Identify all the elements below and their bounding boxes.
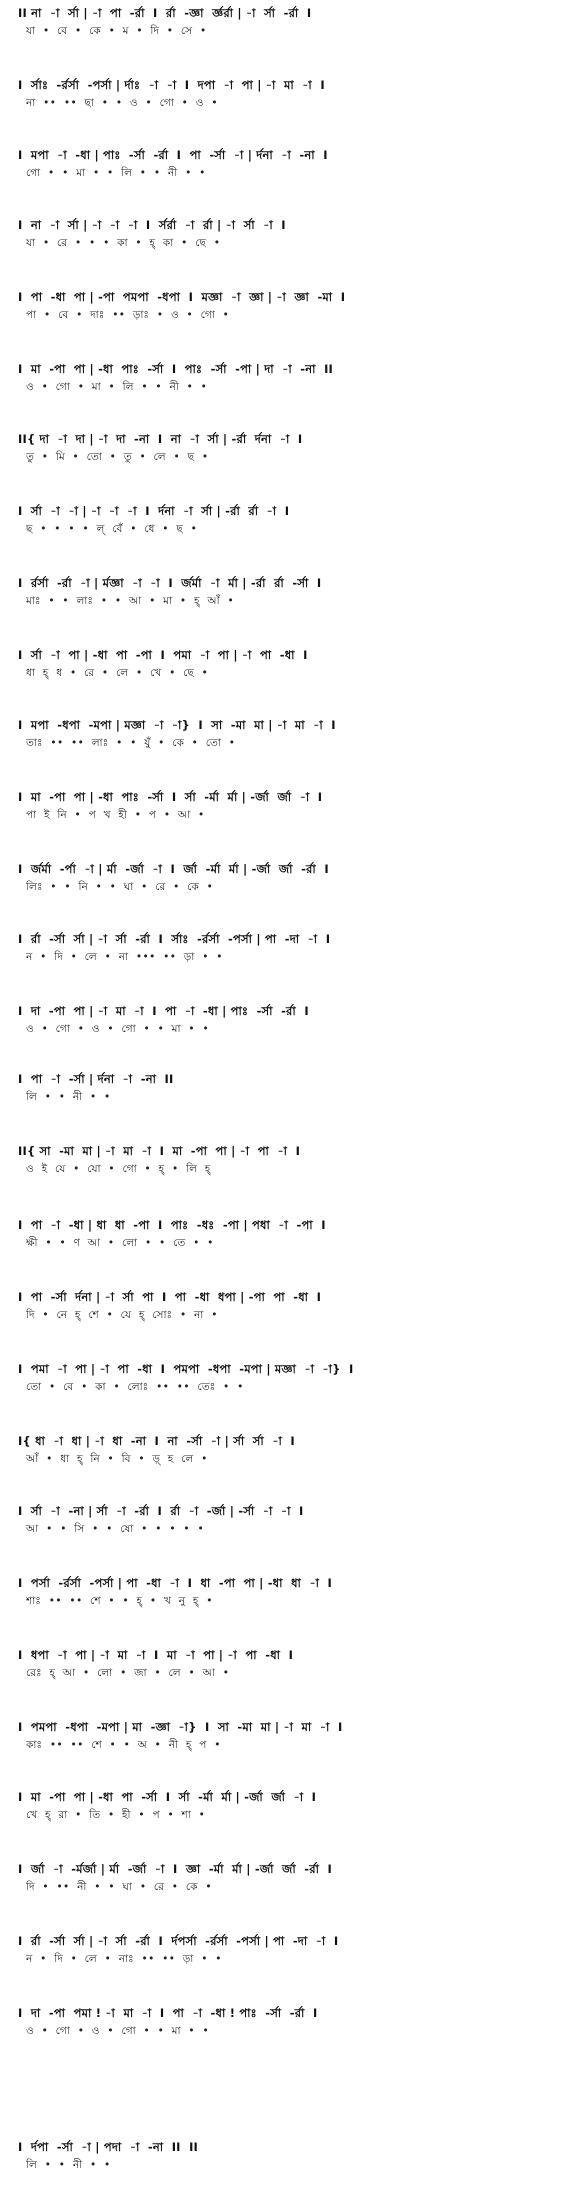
lyric-line: দি • •• নী • • ঘা • রে • কে • xyxy=(26,1881,212,1893)
lyric-line: লিঃ • • নি • • ঘা • রে • কে • xyxy=(26,881,214,893)
lyric-line: তো • বে • কা • লোঃ •• •• তেঃ • • xyxy=(26,1381,244,1393)
swar-line: II{ দা -া দা | -া দা -না I না -া র্সা | -র্রা র্দনা -া I xyxy=(18,432,303,446)
lyric-line: তু • মি • তো • তু • লে • ছ • xyxy=(26,451,209,463)
swar-line: I ধপা -া পা | -া মা -া I মা -া পা | -া পা -ধা I xyxy=(18,1648,294,1662)
swar-line: I মপা -ধপা -মপা | মজ্ঞা -া -া} I সা -মা মা | -া মা -া I xyxy=(18,718,336,732)
swar-line: I র্সা -া -না | র্সা -া -র্রা I র্রা -া -র্জা | -র্সা -া -া I xyxy=(18,1504,304,1518)
lyric-line: কাঃ •• •• শে • • অ • নী হ্ প • xyxy=(26,1739,221,1751)
swar-line: I না -া র্সা | -া -া -া I র্সর্রা -া র্রা | -া র্সা -া I xyxy=(18,218,286,232)
lyric-line: আঁ • ধা হ্ নি • বি • ড়্ হ লে • xyxy=(26,1453,208,1465)
swar-line: I র্জা -া -র্মর্জা | র্মা -র্জা -া I জ্ঞা -র্মা র্মা | -র্জা র্জা -র্রা I xyxy=(18,1862,333,1876)
swar-line: I দা -পা পা | -া মা -া I পা -া -ধা | পাঃ -র্সা -র্রা I xyxy=(18,1004,309,1018)
lyric-line: ও • গো • ও • গো • • মা • • xyxy=(26,2025,210,2037)
lyric-line: যা • বে • কে • ম • দি • সে • xyxy=(26,25,207,37)
swar-line: I মা -পা পা | -ধা পাঃ -র্সা I র্সা -র্মা র্মা | -র্জা র্জা -া I xyxy=(18,790,323,804)
lyric-line: মাঃ • • লাঃ • • আ • মা • হ্ আঁ • xyxy=(26,595,235,607)
swar-line: I র্সা -া পা | -ধা পা -পা I পমা -া পা | -া পা -ধা I xyxy=(18,648,308,662)
lyric-line: ছ • • • • ল্ বেঁ • ধে • ছ • xyxy=(26,523,198,535)
swar-line: I পমপা -ধপা -মপা | মা -জ্ঞা -া} I সা -মা মা | -া মা -া I xyxy=(18,1720,343,1734)
lyric-line: পা ই নি • প খ হী • প • আ • xyxy=(26,809,205,821)
lyric-line: তাঃ •• •• লাঃ • • যুঁ • কে • তো • xyxy=(26,737,236,749)
swar-line: I র্রা -র্সা র্সা | -া র্সা -র্রা I র্সাঃ -র্রর্সা -পর্সা | পা -দা -া I xyxy=(18,932,331,946)
swar-line: I র্সাঃ -র্রর্সা -পর্সা | র্দাঃ -া -া I দপা -া পা | -া মা -া I xyxy=(18,78,325,92)
swar-line: I র্রা -র্সা র্সা | -া র্সা -র্রা I র্দপর্সা -র্রর্সা -পর্সা | পা -দা -া I xyxy=(18,1934,339,1948)
swar-line: I{ ধা -া ধা | -া ধা -না I না -র্সা -া | র্সা র্সা -া I xyxy=(18,1434,295,1448)
lyric-line: ন • দি • লে • না ••• •• ড়া • • xyxy=(26,951,223,963)
lyric-line: পা • বে • দাঃ •• ড়াঃ • ও • গো • xyxy=(26,309,230,321)
lyric-line: ন • দি • লে • নাঃ •• •• ড়া • • xyxy=(26,1953,222,1965)
swar-line: I পর্সা -র্রর্সা -পর্সা | পা -ধা -া I ধা -পা পা | -ধা ধা -া I xyxy=(18,1576,333,1590)
lyric-line: ও • গো • মা • লি • • নী • • xyxy=(26,381,208,393)
swar-line: II না -া র্সা | -া পা -র্রা I র্রা -জ্ঞা র্জ্ঞর্রা | -া র্সা -র্রা I xyxy=(18,6,312,20)
lyric-line: ও ই যে • যো • গো • হ্ • লি হ্ xyxy=(26,1163,211,1175)
lyric-line: লি • • নী • • xyxy=(26,2159,111,2171)
swar-line: I র্জর্মা -র্পা -া | র্মা -র্জা -া I র্জা -র্মা র্মা | -র্জা র্জা -র্রা I xyxy=(18,862,329,876)
swar-line: I পা -ধা পা | -পা পমপা -ধপা I মজ্ঞা -া জ্ঞা | -া জ্ঞা -মা I xyxy=(18,290,346,304)
swar-line: I মা -পা পা | -ধা পাঃ -র্সা I পাঃ -র্সা -পা | দা -া -না II xyxy=(18,362,334,376)
lyric-line: খে হ্ রা • তি • হী • প • শা • xyxy=(26,1809,206,1821)
lyric-line: যা • রে • • • কা • হ্ কা • ছে • xyxy=(26,237,221,249)
lyric-line: শাঃ •• •• শে • • হ্ • খ নু হ্ • xyxy=(26,1595,213,1607)
swar-line: I পা -া -ধা | ধা ধা -পা I পাঃ -ধঃ -পা | পধা -া -পা I xyxy=(18,1218,326,1232)
swar-line: I পা -া -র্সা | র্দনা -া -না II xyxy=(18,1072,174,1086)
lyric-line: রেঃ হ্ আ • লো • জা • লে • আ • xyxy=(26,1667,230,1679)
swar-line: I র্দপা -র্সা -া | পদা -া -না II II xyxy=(18,2140,199,2154)
lyric-line: না •• •• ছা • • ও • গো • ও • xyxy=(26,97,218,109)
lyric-line: লি • • নী • • xyxy=(26,1091,111,1103)
swar-line: II{ সা -মা মা | -া মা -া I মা -পা পা | -া পা -া I xyxy=(18,1144,301,1158)
swar-line: I র্সা -া -া | -া -া -া I র্দনা -া র্সা | -র্রা র্রা -া I xyxy=(18,504,290,518)
lyric-line: ক্ষী • • ণ আ • লো • • তে • • xyxy=(26,1237,214,1249)
swar-line: I দা -পা পমা ! -া মা -া I পা -া -ধা ! পাঃ -র্সা -র্রা I xyxy=(18,2006,318,2020)
swar-line: I মা -পা পা | -ধা পা -র্সা I র্সা -র্মা র্মা | -র্জা র্জা -া I xyxy=(18,1790,317,1804)
swar-line: I পমা -া পা | -া পা -ধা I পমপা -ধপা -মপা | মজ্ঞা -া -া} I xyxy=(18,1362,354,1376)
lyric-line: ধা হ্ ধ • রে • লে • খে • ছে • xyxy=(26,667,209,679)
lyric-line: আ • • সি • • ষো • • • • • xyxy=(26,1523,205,1535)
swar-line: I মপা -া -ধা | পাঃ -র্সা -র্রা I পা -র্সা -া | র্দনা -া -না I xyxy=(18,148,328,162)
lyric-line: ও • গো • ও • গো • • মা • • xyxy=(26,1023,210,1035)
lyric-line: দি • নে হ্ শে • যে হ্ সোঃ • না • xyxy=(26,1309,218,1321)
lyric-line: গো • • মা • • লি • • নী • • xyxy=(26,167,206,179)
swar-line: I পা -র্সা র্দনা | -া র্সা পা I পা -ধা ধপা | -পা পা -ধা I xyxy=(18,1290,322,1304)
swar-line: I র্রর্সা -র্রা -া | র্মজ্ঞা -া -া I র্জর্মা -া র্মা | -র্রা র্রা -র্সা I xyxy=(18,576,322,590)
